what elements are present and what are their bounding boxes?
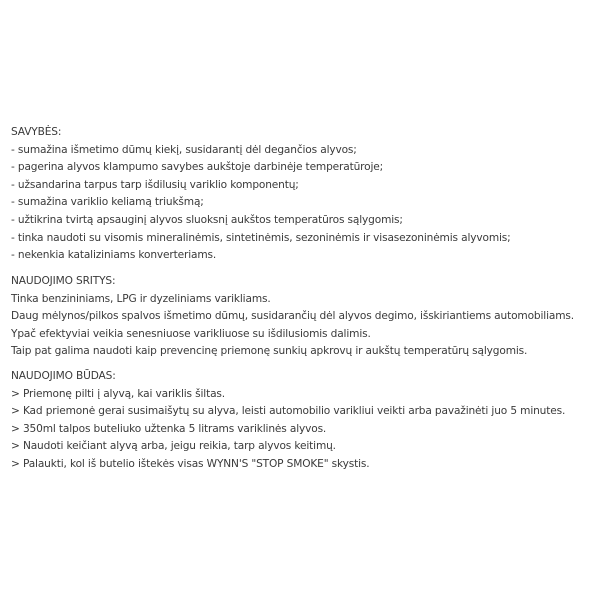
list-item: - tinka naudoti su visomis mineralinėmis, sintetinėmis, sezoninėmis ir visasezoninėmis alyvomis; <box>11 231 511 244</box>
instruction-step: > Naudoti keičiant alyvą arba, jeigu reikia, tarp alyvos keitimų. <box>11 440 336 453</box>
instruction-step: > Priemonę pilti į alyvą, kai variklis šiltas. <box>11 387 226 400</box>
list-item: - sumažina variklio keliamą triukšmą; <box>11 196 204 209</box>
text-line: Taip pat galima naudoti kaip prevencinę priemonę sunkių apkrovų ir aukštų temperatūrų sąlygomis. <box>11 345 528 358</box>
text-line: Ypač efektyviai veikia senesniuose varikliuose su išdilusiomis dalimis. <box>11 327 371 340</box>
section-heading: SAVYBĖS: <box>11 126 62 138</box>
text-line: Daug mėlynos/pilkos spalvos išmetimo dūmų, susidarančių dėl alyvos degimo, išskiriantiems automobiliams. <box>11 310 574 323</box>
section-properties <box>11 124 596 265</box>
list-item: - pagerina alyvos klampumo savybes aukštoje darbinėje temperatūroje; <box>11 161 384 174</box>
list-item: - užsandarina tarpus tarp išdilusių variklio komponentų; <box>11 178 299 191</box>
section-heading: NAUDOJIMO SRITYS: <box>11 275 116 287</box>
list-item: - nekenkia kataliziniams konverteriams. <box>11 249 217 262</box>
section-usage-method <box>11 368 596 474</box>
list-item: - užtikrina tvirtą apsauginį alyvos sluoksnį aukštos temperatūros sąlygomis; <box>11 213 403 226</box>
text-line: Tinka benzininiams, LPG ir dyzeliniams varikliams. <box>11 292 271 305</box>
section-heading: NAUDOJIMO BŪDAS: <box>11 370 116 382</box>
list-item: - sumažina išmetimo dūmų kiekį, susidarantį dėl degančios alyvos; <box>11 143 357 156</box>
instruction-step: > 350ml talpos buteliuko užtenka 5 litrams variklinės alyvos. <box>11 422 327 435</box>
instruction-step: > Palaukti, kol iš butelio ištekės visas WYNN'S "STOP SMOKE" skystis. <box>11 457 370 470</box>
section-usage-areas <box>11 273 596 361</box>
instruction-step: > Kad priemonė gerai susimaišytų su alyva, leisti automobilio varikliui veikti arba pavažinėti juo 5 minutes. <box>11 405 566 418</box>
